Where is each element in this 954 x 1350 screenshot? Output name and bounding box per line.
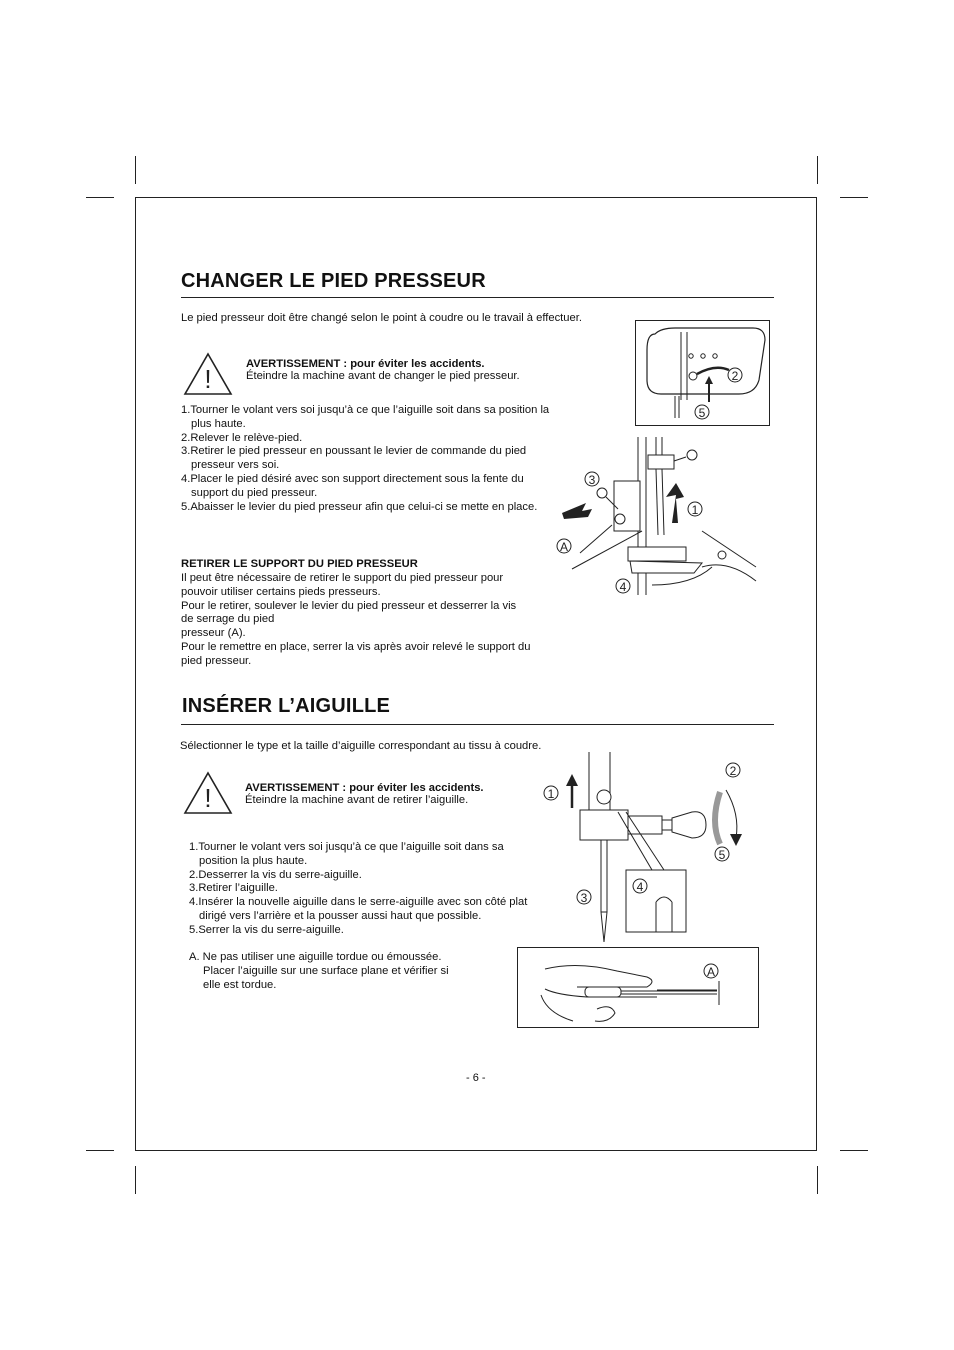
needle-clamp-illustration <box>540 752 780 942</box>
crop-mark <box>817 1166 818 1194</box>
machine-head-illustration <box>635 320 770 426</box>
list-item: 3.Retirer l’aiguille. <box>189 882 278 895</box>
text-line: pied presseur. <box>181 654 252 667</box>
text-line: presseur (A). <box>181 627 246 640</box>
list-item: 5.Serrer la vis du serre-aiguille. <box>189 923 344 936</box>
section-divider <box>181 297 774 298</box>
text-line: pouvoir utiliser certains pieds presseurs. <box>181 585 381 598</box>
text-line: Pour le remettre en place, serrer la vis après avoir relevé le support du <box>181 640 531 653</box>
section-intro: Sélectionner le type et la taille d’aiguille correspondant au tissu à coudre. <box>180 740 542 752</box>
needle-steps <box>189 841 539 938</box>
sub-title-remove-holder: RETIRER LE SUPPORT DU PIED PRESSEUR <box>181 558 418 570</box>
section-title-presser-foot: CHANGER LE PIED PRESSEUR <box>181 270 486 292</box>
section-divider <box>181 724 774 725</box>
text-line: Pour le retirer, soulever le levier du pied presseur et desserrer la vis <box>181 599 517 612</box>
list-item: 3.Retirer le pied presseur en poussant le levier de commande du pied presseur vers soi. <box>181 445 527 472</box>
callout-number: 4 <box>619 580 627 594</box>
crop-mark <box>86 197 114 198</box>
warning-title: AVERTISSEMENT : pour éviter les accidents. <box>245 782 484 794</box>
crop-mark <box>817 156 818 184</box>
text-line: de serrage du pied <box>181 613 275 626</box>
callout-number: 4 <box>636 880 644 894</box>
list-item: 2.Desserrer la vis du serre-aiguille. <box>189 868 362 881</box>
page-number: - 6 - <box>466 1072 486 1084</box>
text-line: elle est tordue. <box>203 978 277 991</box>
crop-mark <box>840 197 868 198</box>
callout-number: 5 <box>718 848 726 862</box>
callout-number: 5 <box>698 406 706 420</box>
presser-foot-illustration <box>552 435 762 605</box>
crop-mark <box>135 1166 136 1194</box>
svg-text:!: ! <box>204 783 212 813</box>
section-title-insert-needle: INSÉRER L’AIGUILLE <box>182 695 391 717</box>
needle-note <box>189 951 489 992</box>
presser-foot-steps <box>181 404 561 514</box>
list-item: 1.Tourner le volant vers soi jusqu’à ce que l’aiguille soit dans sa position la plus haute. <box>189 841 504 867</box>
warning-text: Éteindre la machine avant de changer le pied presseur. <box>246 370 520 382</box>
callout-number: 2 <box>731 369 739 383</box>
crop-mark <box>840 1150 868 1151</box>
section-intro: Le pied presseur doit être changé selon le point à coudre ou le travail à effectuer. <box>181 312 582 324</box>
svg-text:!: ! <box>204 364 212 394</box>
callout-number: 3 <box>580 891 588 905</box>
warning-title: AVERTISSEMENT : pour éviter les accidents. <box>246 358 485 370</box>
warning-triangle-icon <box>183 352 233 396</box>
callout-number: 2 <box>729 764 737 778</box>
sub-paragraph <box>181 572 571 669</box>
list-item: 4.Placer le pied désiré avec son support directement sous la fente du support du pied presseur. <box>181 472 524 499</box>
callout-number: 1 <box>547 787 555 801</box>
needle-check-illustration <box>517 947 759 1028</box>
callout-letter: A <box>706 965 716 979</box>
callout-letter: A <box>559 540 569 554</box>
text-line: Placer l’aiguille sur une surface plane et vérifier si <box>203 964 449 977</box>
text-line: A. Ne pas utiliser une aiguille tordue ou émoussée. <box>189 951 442 963</box>
text-line: Il peut être nécessaire de retirer le support du pied presseur pour <box>181 572 504 584</box>
warning-triangle-icon <box>183 771 233 815</box>
list-item: 5.Abaisser le levier du pied presseur afin que celui-ci se mette en place. <box>181 500 538 513</box>
warning-text: Éteindre la machine avant de retirer l’aiguille. <box>245 794 469 806</box>
list-item: 1.Tourner le volant vers soi jusqu’à ce que l’aiguille soit dans sa position la plus haute. <box>181 404 550 430</box>
list-item: 4.Insérer la nouvelle aiguille dans le serre-aiguille avec son côté plat dirigé vers l’arrière et la pousser aussi haut que possible. <box>189 896 528 922</box>
list-item: 2.Relever le relève-pied. <box>181 431 303 444</box>
crop-mark <box>135 156 136 184</box>
crop-mark <box>86 1150 114 1151</box>
callout-number: 1 <box>691 503 699 517</box>
callout-number: 3 <box>588 473 596 487</box>
